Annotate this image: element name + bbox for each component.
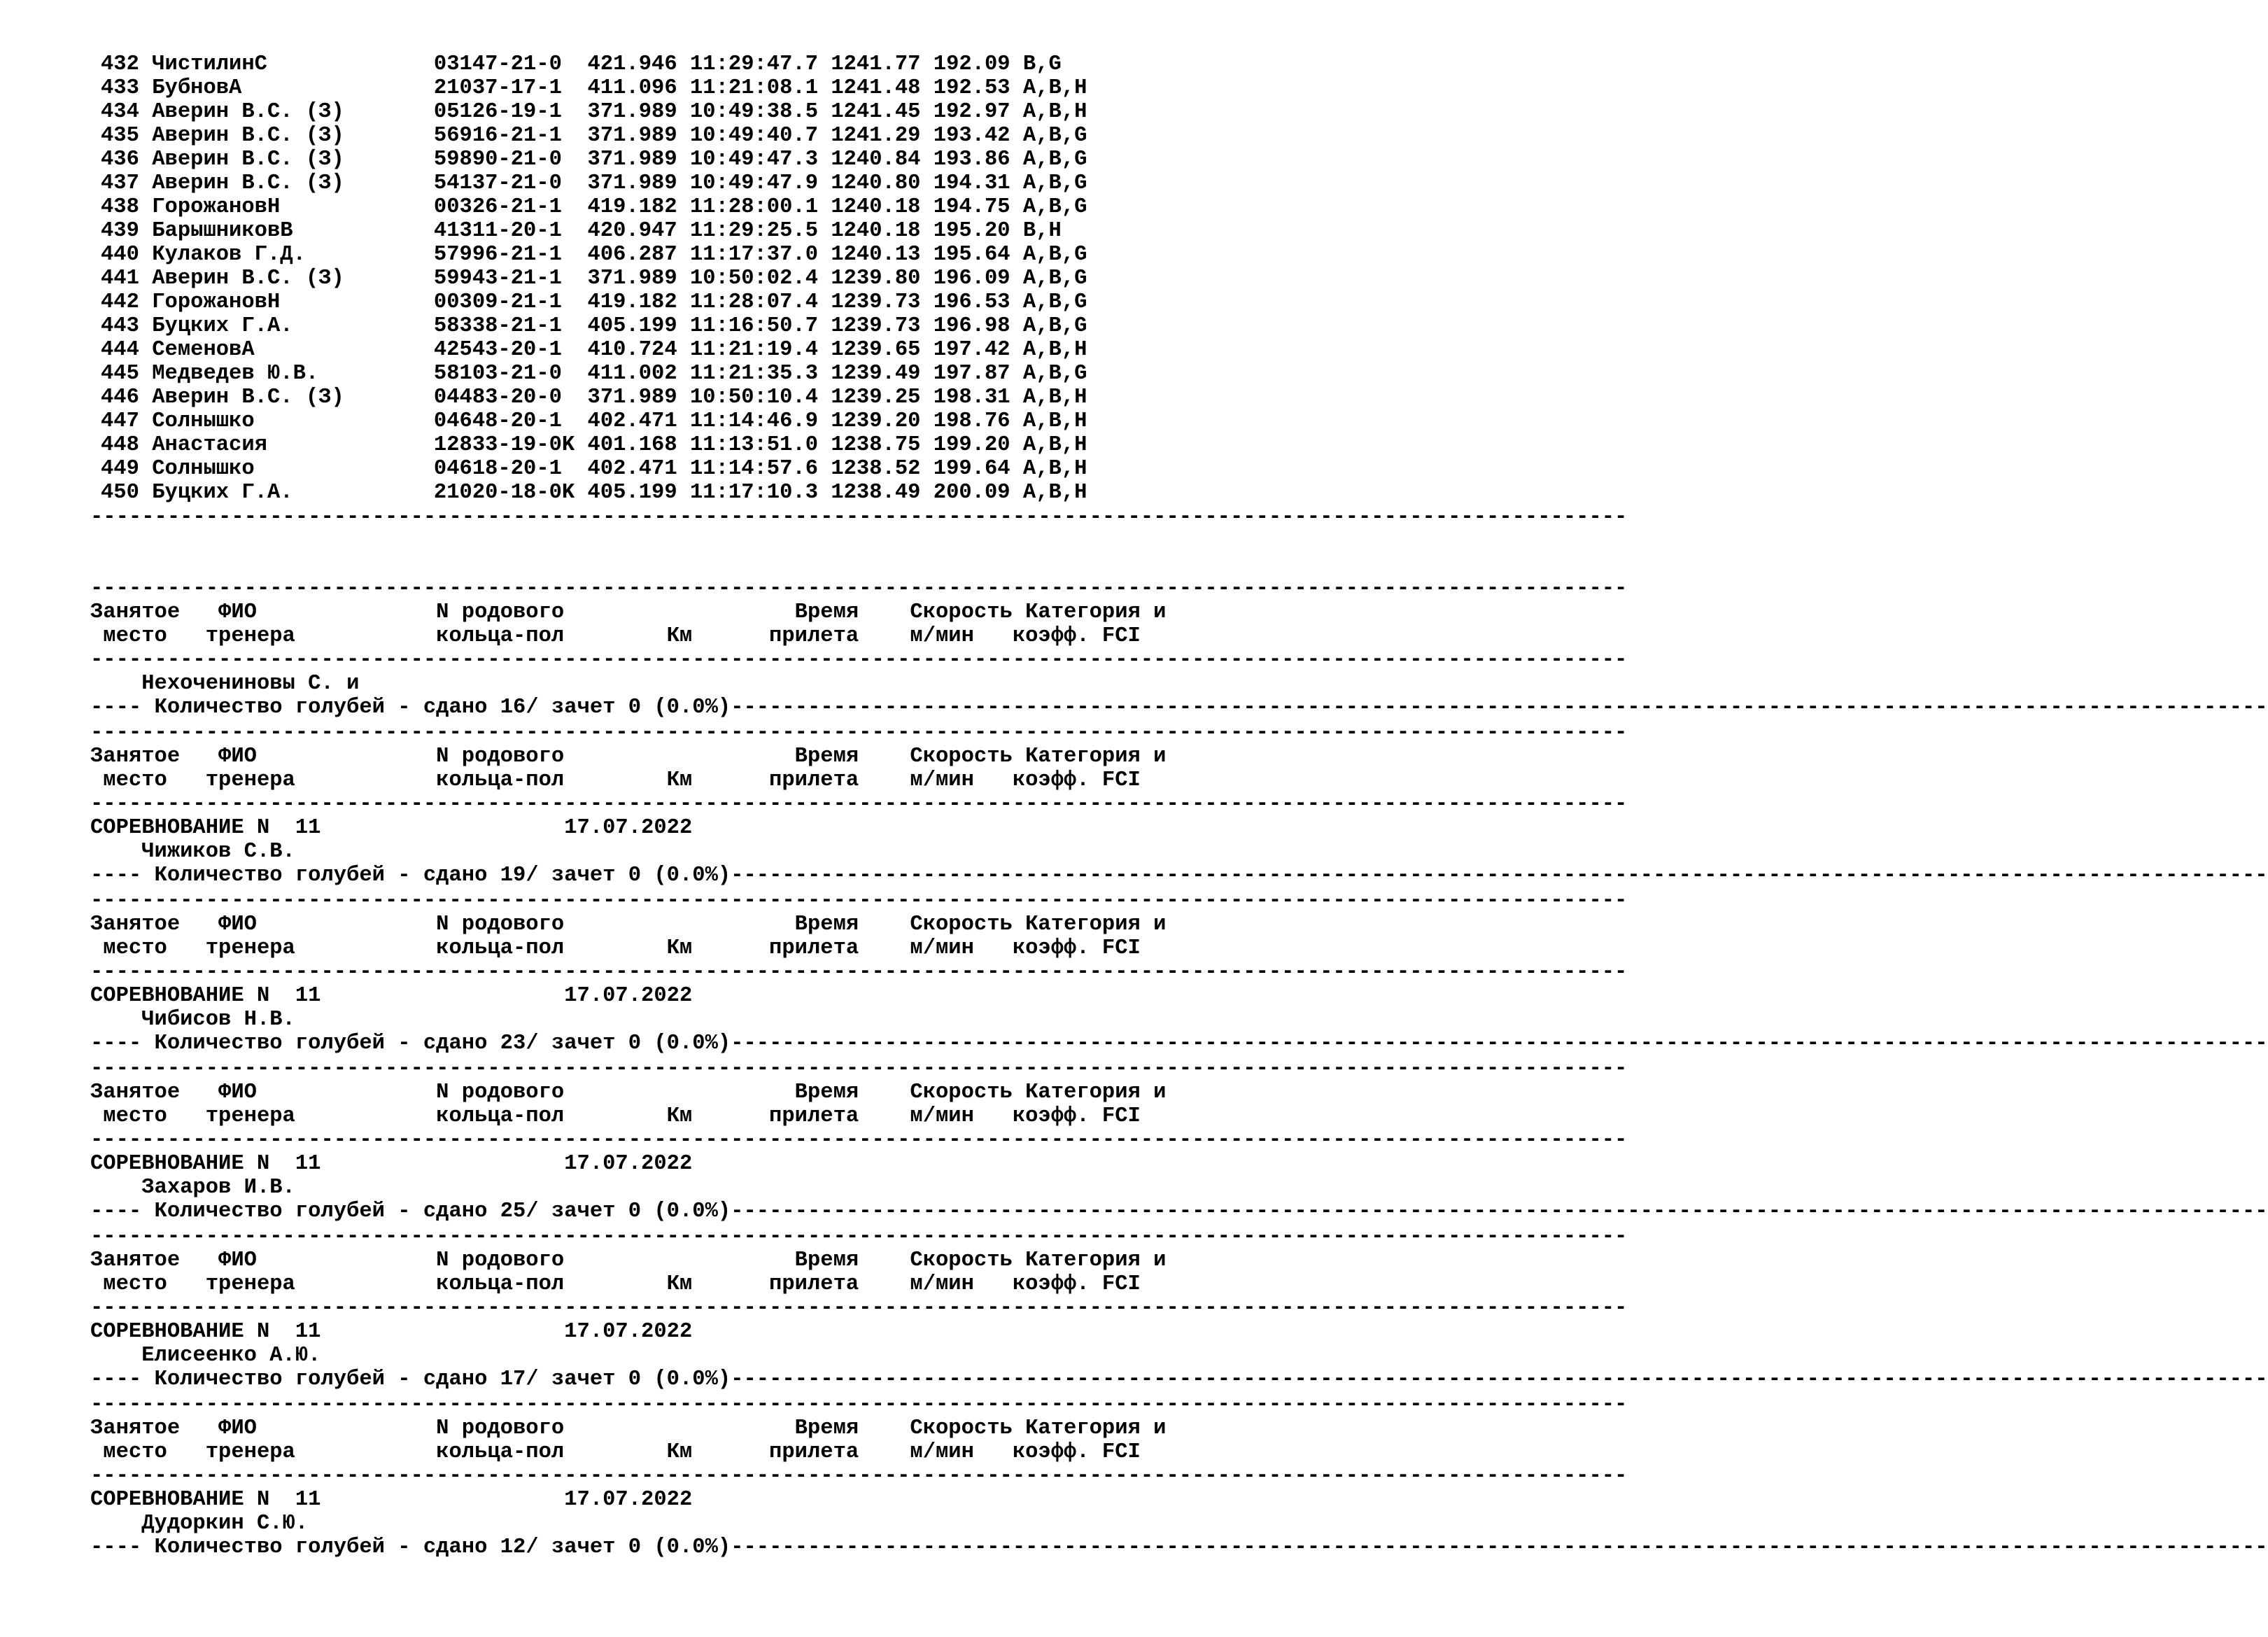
ring-cell: 00326-21-1: [433, 195, 588, 219]
dashed-separator: ------------------------------------------------------------------------------------------------------------------------: [90, 960, 1628, 984]
ring-cell: 41311-20-1: [433, 219, 588, 243]
km-cell: 411.002: [587, 362, 677, 386]
km-cell: 405.199: [587, 481, 677, 505]
km-cell: 410.724: [587, 338, 677, 362]
time-cell: 11:14:57.6: [689, 457, 819, 481]
competition-line: [90, 1320, 692, 1344]
handed-count: 23: [500, 1032, 526, 1055]
ring-cell: 42543-20-1: [433, 338, 588, 362]
speed-cell: 1238.52: [831, 457, 921, 481]
trainer-cell: Аверин В.С. (З): [152, 100, 434, 124]
category-cell: A,B,H: [1022, 409, 1087, 433]
coef-cell: 195.64: [933, 243, 1010, 267]
place-cell: 446: [101, 386, 139, 409]
ring-cell: 05126-19-1: [433, 100, 588, 124]
place-cell: 437: [101, 171, 139, 195]
column-header-line: [90, 1249, 1166, 1272]
column-header-line: [90, 1417, 1166, 1440]
km-cell: 406.287: [587, 243, 677, 267]
dashed-separator: ------------------------------------------------------------------------------------------------------------------------: [90, 792, 1628, 816]
coef-cell: 194.31: [933, 171, 1010, 195]
coef-cell: 193.42: [933, 124, 1010, 148]
coef-cell: 196.98: [933, 314, 1010, 338]
time-cell: 11:29:25.5: [689, 219, 819, 243]
coef-cell: 198.76: [933, 409, 1010, 433]
speed-cell: 1240.80: [831, 171, 921, 195]
credited-percent: (0.0%): [654, 1032, 731, 1055]
time-cell: 11:21:08.1: [689, 76, 819, 100]
coef-cell: 198.31: [933, 386, 1010, 409]
dashed-separator: ------------------------------------------------------------------------------------------------------------------------: [731, 696, 2268, 719]
category-cell: A,B,G: [1022, 171, 1087, 195]
time-cell: 10:49:47.3: [689, 148, 819, 171]
result-row: [101, 409, 1087, 433]
speed-cell: 1240.18: [831, 219, 921, 243]
ring-cell: 21037-17-1: [433, 76, 588, 100]
dashed-separator: ------------------------------------------------------------------------------------------------------------------------: [90, 1225, 1628, 1249]
km-cell: 371.989: [587, 124, 677, 148]
time-cell: 11:17:10.3: [689, 481, 819, 505]
dashed-separator: ------------------------------------------------------------------------------------------------------------------------: [90, 1464, 1628, 1488]
km-cell: 419.182: [587, 290, 677, 314]
credited-count: 0: [628, 1032, 642, 1055]
trainer-name: Елисеенко А.Ю.: [141, 1344, 321, 1368]
column-header-line: [90, 624, 1141, 648]
credited-percent: (0.0%): [654, 864, 731, 887]
count-line: [90, 1032, 2268, 1055]
time-cell: 11:21:35.3: [689, 362, 819, 386]
category-cell: B,G: [1022, 52, 1062, 76]
result-row: [101, 362, 1087, 386]
trainer-cell: Аверин В.С. (З): [152, 267, 434, 290]
coef-cell: 192.53: [933, 76, 1010, 100]
ring-cell: 04648-20-1: [433, 409, 588, 433]
competition-line: [90, 1152, 692, 1176]
count-line: [90, 1200, 2268, 1223]
category-cell: A,B,G: [1022, 243, 1087, 267]
coef-cell: 194.75: [933, 195, 1010, 219]
km-cell: 405.199: [587, 314, 677, 338]
coef-cell: 196.53: [933, 290, 1010, 314]
dashed-separator: ------------------------------------------------------------------------------------------------------------------------: [731, 1368, 2268, 1391]
result-row: [101, 243, 1087, 267]
column-header-line: [90, 768, 1141, 792]
result-row: [101, 219, 1062, 243]
column-header-line: [90, 745, 1166, 768]
time-cell: 10:49:38.5: [689, 100, 819, 124]
count-mid: / зачет: [526, 1200, 628, 1223]
time-cell: 11:21:19.4: [689, 338, 819, 362]
credited-count: 0: [628, 696, 642, 719]
column-header-text: место тренера кольца-пол Км прилета м/мин коэфф. FCI: [90, 1272, 1141, 1296]
result-row: [101, 457, 1087, 481]
place-cell: 435: [101, 124, 139, 148]
result-row: [101, 338, 1087, 362]
speed-cell: 1241.48: [831, 76, 921, 100]
trainer-cell: Анастасия: [152, 433, 434, 457]
trainer-name: Чижиков С.В.: [141, 840, 295, 864]
credited-percent: (0.0%): [654, 1536, 731, 1559]
km-cell: 371.989: [587, 267, 677, 290]
ring-cell: 58103-21-0: [433, 362, 588, 386]
place-cell: 441: [101, 267, 139, 290]
ring-cell: 57996-21-1: [433, 243, 588, 267]
column-header-text: Занятое ФИО N родового Время Скорость Категория и: [90, 913, 1167, 936]
trainer-cell: БарышниковВ: [152, 219, 434, 243]
result-row: [101, 386, 1087, 409]
category-cell: A,B,H: [1022, 481, 1087, 505]
column-header-line: [90, 913, 1166, 936]
competition-date: 17.07.2022: [564, 816, 693, 840]
speed-cell: 1239.73: [831, 314, 921, 338]
coef-cell: 197.42: [933, 338, 1010, 362]
ring-cell: 56916-21-1: [433, 124, 588, 148]
speed-cell: 1239.65: [831, 338, 921, 362]
place-cell: 432: [101, 52, 139, 76]
trainer-name: Чибисов Н.В.: [141, 1008, 295, 1032]
competition-line: [90, 1488, 692, 1512]
time-cell: 11:29:47.7: [689, 52, 819, 76]
place-cell: 438: [101, 195, 139, 219]
trainer-line: [90, 1344, 321, 1368]
column-header-text: Занятое ФИО N родового Время Скорость Категория и: [90, 1249, 1167, 1272]
column-header-text: место тренера кольца-пол Км прилета м/мин коэфф. FCI: [90, 1104, 1141, 1128]
km-cell: 371.989: [587, 386, 677, 409]
time-cell: 10:50:02.4: [689, 267, 819, 290]
credited-count: 0: [628, 1536, 642, 1559]
trainer-cell: Аверин В.С. (З): [152, 171, 434, 195]
ring-cell: 58338-21-1: [433, 314, 588, 338]
dashed-separator: ------------------------------------------------------------------------------------------------------------------------: [90, 1057, 1628, 1081]
speed-cell: 1241.29: [831, 124, 921, 148]
coef-cell: 192.09: [933, 52, 1010, 76]
column-header-text: место тренера кольца-пол Км прилета м/мин коэфф. FCI: [90, 936, 1141, 960]
place-cell: 448: [101, 433, 139, 457]
category-cell: A,B,H: [1022, 433, 1087, 457]
result-row: [101, 433, 1087, 457]
km-cell: 402.471: [587, 457, 677, 481]
dashed-separator: ------------------------------------------------------------------------------------------------------------------------: [90, 577, 1628, 600]
count-prefix: ---- Количество голубей - сдано: [90, 1032, 500, 1055]
competition-label: СОРЕВНОВАНИЕ N 11: [90, 1320, 565, 1344]
column-header-line: [90, 1081, 1166, 1104]
count-prefix: ---- Количество голубей - сдано: [90, 864, 500, 887]
column-header-text: Занятое ФИО N родового Время Скорость Категория и: [90, 745, 1167, 768]
trainer-cell: Буцких Г.А.: [152, 481, 434, 505]
trainer-cell: Буцких Г.А.: [152, 314, 434, 338]
place-cell: 450: [101, 481, 139, 505]
dashed-separator: ------------------------------------------------------------------------------------------------------------------------: [731, 1200, 2268, 1223]
trainer-cell: ЧистилинС: [152, 52, 434, 76]
column-header-text: место тренера кольца-пол Км прилета м/мин коэфф. FCI: [90, 1440, 1141, 1464]
column-header-text: место тренера кольца-пол Км прилета м/мин коэфф. FCI: [90, 624, 1141, 648]
credited-percent: (0.0%): [654, 696, 731, 719]
place-cell: 449: [101, 457, 139, 481]
category-cell: A,B,G: [1022, 148, 1087, 171]
time-cell: 10:50:10.4: [689, 386, 819, 409]
ring-cell: 21020-18-0K: [433, 481, 588, 505]
speed-cell: 1239.20: [831, 409, 921, 433]
count-mid: / зачет: [526, 1368, 628, 1391]
result-row: [101, 76, 1087, 100]
time-cell: 11:17:37.0: [689, 243, 819, 267]
km-cell: 371.989: [587, 148, 677, 171]
trainer-line: [90, 1512, 308, 1536]
competition-label: СОРЕВНОВАНИЕ N 11: [90, 1488, 565, 1512]
column-header-line: [90, 1440, 1141, 1464]
coef-cell: 196.09: [933, 267, 1010, 290]
trainer-cell: Медведев Ю.В.: [152, 362, 434, 386]
result-row: [101, 481, 1087, 505]
column-header-text: Занятое ФИО N родового Время Скорость Категория и: [90, 600, 1167, 624]
km-cell: 419.182: [587, 195, 677, 219]
column-header-line: [90, 600, 1166, 624]
coef-cell: 192.97: [933, 100, 1010, 124]
count-prefix: ---- Количество голубей - сдано: [90, 696, 500, 719]
column-header-line: [90, 936, 1141, 960]
competition-label: СОРЕВНОВАНИЕ N 11: [90, 816, 565, 840]
trainer-cell: СеменовА: [152, 338, 434, 362]
place-cell: 445: [101, 362, 139, 386]
credited-percent: (0.0%): [654, 1368, 731, 1391]
count-line: [90, 1368, 2268, 1391]
km-cell: 401.168: [587, 433, 677, 457]
count-mid: / зачет: [526, 864, 628, 887]
km-cell: 420.947: [587, 219, 677, 243]
count-line: [90, 864, 2268, 887]
count-mid: / зачет: [526, 1032, 628, 1055]
competition-date: 17.07.2022: [564, 984, 693, 1008]
column-header-line: [90, 1272, 1141, 1296]
competition-label: СОРЕВНОВАНИЕ N 11: [90, 984, 565, 1008]
time-cell: 11:16:50.7: [689, 314, 819, 338]
competition-date: 17.07.2022: [564, 1320, 693, 1344]
category-cell: A,B,G: [1022, 290, 1087, 314]
competition-line: [90, 816, 692, 840]
competition-line: [90, 984, 692, 1008]
category-cell: A,B,G: [1022, 124, 1087, 148]
trainer-cell: БубновА: [152, 76, 434, 100]
coef-cell: 199.64: [933, 457, 1010, 481]
coef-cell: 195.20: [933, 219, 1010, 243]
trainer-cell: ГорожановН: [152, 195, 434, 219]
handed-count: 16: [500, 696, 526, 719]
trainer-cell: Аверин В.С. (З): [152, 386, 434, 409]
trainer-name: Захаров И.В.: [141, 1176, 295, 1200]
time-cell: 11:13:51.0: [689, 433, 819, 457]
category-cell: A,B,H: [1022, 386, 1087, 409]
category-cell: A,B,H: [1022, 76, 1087, 100]
result-row: [101, 124, 1087, 148]
count-line: [90, 696, 2268, 719]
category-cell: A,B,G: [1022, 195, 1087, 219]
ring-cell: 59890-21-0: [433, 148, 588, 171]
count-prefix: ---- Количество голубей - сдано: [90, 1368, 500, 1391]
dashed-separator: ------------------------------------------------------------------------------------------------------------------------: [90, 1296, 1628, 1320]
credited-count: 0: [628, 1368, 642, 1391]
speed-cell: 1241.45: [831, 100, 921, 124]
dashed-separator: ------------------------------------------------------------------------------------------------------------------------: [90, 1128, 1628, 1152]
handed-count: 12: [500, 1536, 526, 1559]
count-prefix: ---- Количество голубей - сдано: [90, 1536, 500, 1559]
category-cell: A,B,G: [1022, 267, 1087, 290]
category-cell: A,B,H: [1022, 100, 1087, 124]
time-cell: 10:49:40.7: [689, 124, 819, 148]
place-cell: 440: [101, 243, 139, 267]
place-cell: 436: [101, 148, 139, 171]
km-cell: 371.989: [587, 171, 677, 195]
dashed-separator: ------------------------------------------------------------------------------------------------------------------------: [731, 864, 2268, 887]
trainer-line: [90, 1176, 295, 1200]
ring-cell: 59943-21-1: [433, 267, 588, 290]
speed-cell: 1238.75: [831, 433, 921, 457]
place-cell: 442: [101, 290, 139, 314]
ring-cell: 12833-19-0K: [433, 433, 588, 457]
credited-count: 0: [628, 864, 642, 887]
category-cell: B,H: [1022, 219, 1062, 243]
coef-cell: 199.20: [933, 433, 1010, 457]
time-cell: 11:14:46.9: [689, 409, 819, 433]
coef-cell: 197.87: [933, 362, 1010, 386]
ring-cell: 00309-21-1: [433, 290, 588, 314]
speed-cell: 1238.49: [831, 481, 921, 505]
coef-cell: 193.86: [933, 148, 1010, 171]
column-header-text: место тренера кольца-пол Км прилета м/мин коэфф. FCI: [90, 768, 1141, 792]
dashed-separator: ------------------------------------------------------------------------------------------------------------------------: [731, 1032, 2268, 1055]
competition-date: 17.07.2022: [564, 1152, 693, 1176]
dashed-separator: ------------------------------------------------------------------------------------------------------------------------: [90, 648, 1628, 672]
time-cell: 10:49:47.9: [689, 171, 819, 195]
trainer-line: [90, 840, 295, 864]
category-cell: A,B,G: [1022, 362, 1087, 386]
count-mid: / зачет: [526, 696, 628, 719]
time-cell: 11:28:07.4: [689, 290, 819, 314]
trainer-cell: Аверин В.С. (З): [152, 148, 434, 171]
km-cell: 402.471: [587, 409, 677, 433]
coef-cell: 200.09: [933, 481, 1010, 505]
trainer-cell: Солнышко: [152, 457, 434, 481]
count-line: [90, 1536, 2268, 1559]
category-cell: A,B,H: [1022, 457, 1087, 481]
competition-date: 17.07.2022: [564, 1488, 693, 1512]
trainer-cell: Кулаков Г.Д.: [152, 243, 434, 267]
trainer-name: Нехочениновы С. и: [141, 672, 360, 696]
speed-cell: 1239.49: [831, 362, 921, 386]
column-header-line: [90, 1104, 1141, 1128]
result-row: [101, 195, 1087, 219]
handed-count: 17: [500, 1368, 526, 1391]
trainer-cell: Аверин В.С. (З): [152, 124, 434, 148]
speed-cell: 1240.18: [831, 195, 921, 219]
place-cell: 433: [101, 76, 139, 100]
result-row: [101, 100, 1087, 124]
place-cell: 444: [101, 338, 139, 362]
speed-cell: 1239.80: [831, 267, 921, 290]
handed-count: 25: [500, 1200, 526, 1223]
dashed-separator: ------------------------------------------------------------------------------------------------------------------------: [731, 1536, 2268, 1559]
result-row: [101, 148, 1087, 171]
result-row: [101, 314, 1087, 338]
speed-cell: 1240.13: [831, 243, 921, 267]
trainer-line: [90, 672, 359, 696]
column-header-text: Занятое ФИО N родового Время Скорость Категория и: [90, 1081, 1167, 1104]
km-cell: 411.096: [587, 76, 677, 100]
category-cell: A,B,H: [1022, 338, 1087, 362]
competition-label: СОРЕВНОВАНИЕ N 11: [90, 1152, 565, 1176]
ring-cell: 04618-20-1: [433, 457, 588, 481]
result-row: [101, 171, 1087, 195]
dashed-separator: ------------------------------------------------------------------------------------------------------------------------: [90, 1393, 1628, 1417]
speed-cell: 1241.77: [831, 52, 921, 76]
place-cell: 439: [101, 219, 139, 243]
place-cell: 443: [101, 314, 139, 338]
handed-count: 19: [500, 864, 526, 887]
km-cell: 371.989: [587, 100, 677, 124]
speed-cell: 1239.25: [831, 386, 921, 409]
category-cell: A,B,G: [1022, 314, 1087, 338]
column-header-text: Занятое ФИО N родового Время Скорость Категория и: [90, 1417, 1167, 1440]
km-cell: 421.946: [587, 52, 677, 76]
trainer-cell: Солнышко: [152, 409, 434, 433]
result-row: [101, 267, 1087, 290]
dashed-separator: ------------------------------------------------------------------------------------------------------------------------: [90, 505, 1628, 529]
result-row: [101, 52, 1062, 76]
count-mid: / зачет: [526, 1536, 628, 1559]
result-row: [101, 290, 1087, 314]
trainer-name: Дудоркин С.Ю.: [141, 1512, 309, 1536]
place-cell: 447: [101, 409, 139, 433]
ring-cell: 04483-20-0: [433, 386, 588, 409]
dashed-separator: ------------------------------------------------------------------------------------------------------------------------: [90, 721, 1628, 745]
place-cell: 434: [101, 100, 139, 124]
speed-cell: 1239.73: [831, 290, 921, 314]
ring-cell: 54137-21-0: [433, 171, 588, 195]
credited-percent: (0.0%): [654, 1200, 731, 1223]
speed-cell: 1240.84: [831, 148, 921, 171]
trainer-cell: ГорожановН: [152, 290, 434, 314]
credited-count: 0: [628, 1200, 642, 1223]
dashed-separator: ------------------------------------------------------------------------------------------------------------------------: [90, 889, 1628, 913]
trainer-line: [90, 1008, 295, 1032]
count-prefix: ---- Количество голубей - сдано: [90, 1200, 500, 1223]
ring-cell: 03147-21-0: [433, 52, 588, 76]
time-cell: 11:28:00.1: [689, 195, 819, 219]
